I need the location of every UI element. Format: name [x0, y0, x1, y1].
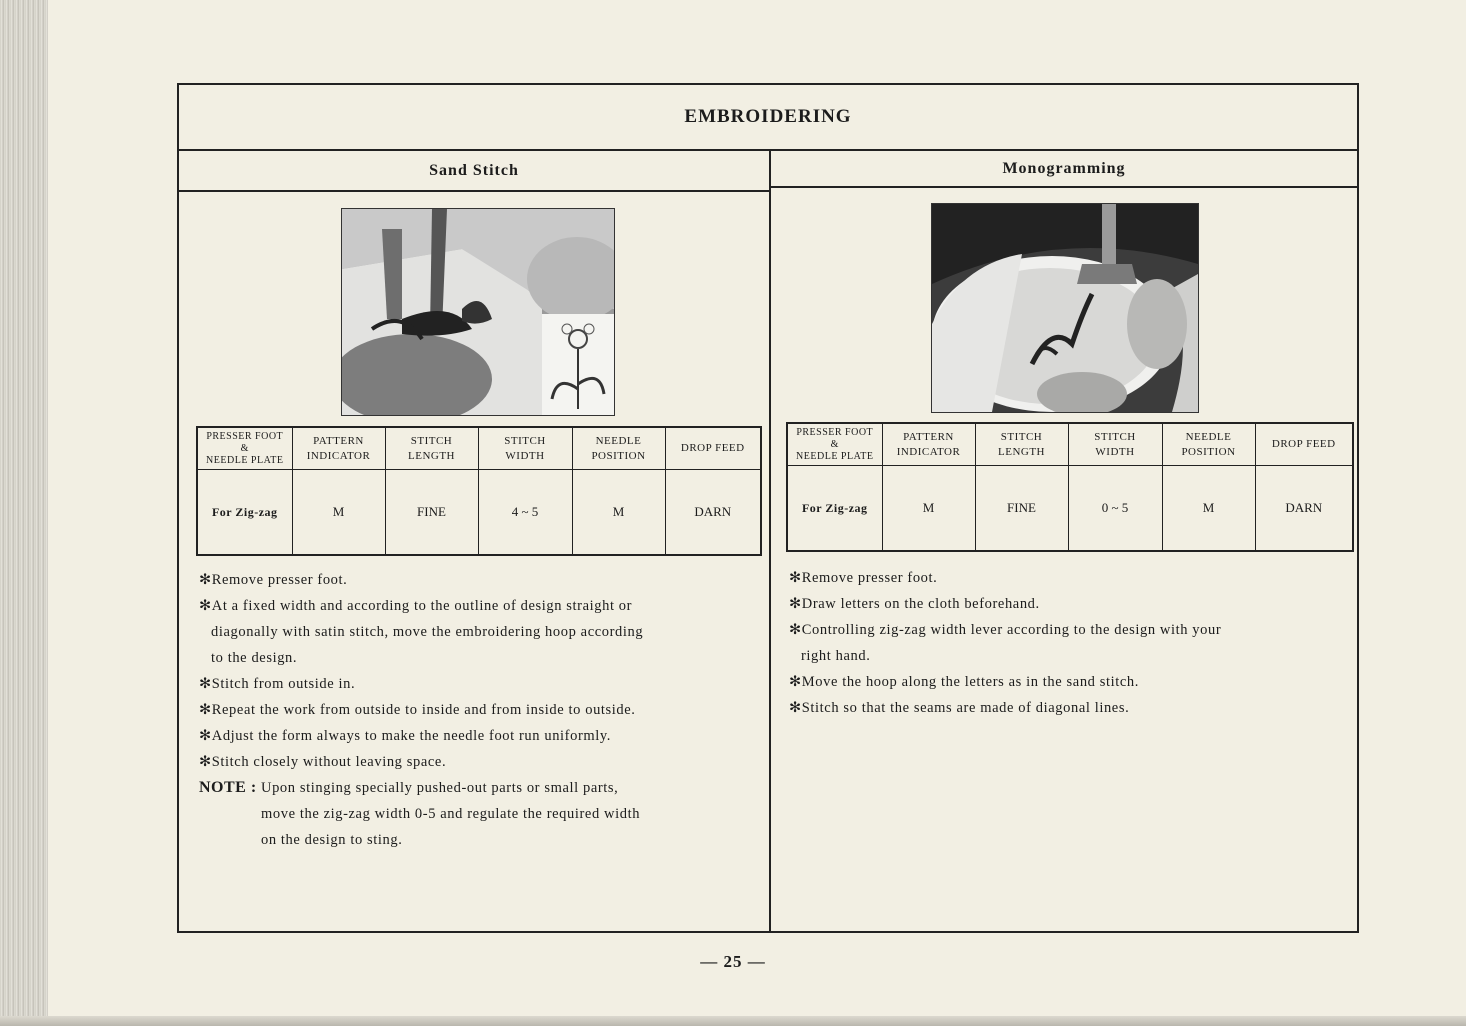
header-text: INDICATOR	[306, 449, 371, 462]
page-edge	[0, 0, 48, 1026]
table-header-row	[197, 427, 761, 470]
value-drop-feed: DARN	[1255, 466, 1353, 552]
page-title: EMBROIDERING	[179, 85, 1357, 151]
header-text: STITCH	[1000, 430, 1043, 443]
instruction-line: ✻Stitch so that the seams are made of diagonal lines.	[789, 700, 1130, 716]
header-text: NEEDLE	[595, 434, 642, 447]
monogramming-section	[771, 151, 1357, 933]
instruction-line: diagonally with satin stitch, move the embroidering hoop according	[211, 624, 644, 640]
header-presser-foot	[787, 423, 882, 466]
header-text: NEEDLE PLATE	[206, 454, 284, 466]
page-bottom-edge	[0, 1016, 1466, 1026]
instruction-line: ✻Stitch from outside in.	[199, 676, 356, 692]
header-text: PRESSER FOOT	[206, 430, 284, 442]
header-drop-feed: DROP FEED	[665, 427, 761, 470]
page-number: — 25 —	[700, 952, 766, 971]
header-text: POSITION	[591, 449, 646, 462]
sand-stitch-instructions	[199, 567, 759, 853]
header-drop-feed: DROP FEED	[1255, 423, 1353, 466]
header-text: INDICATOR	[896, 445, 961, 458]
sand-stitch-section	[179, 151, 769, 933]
value-needle-position: M	[572, 470, 665, 556]
header-text: POSITION	[1181, 445, 1236, 458]
header-text: NEEDLE PLATE	[796, 450, 874, 462]
sand-stitch-photo	[341, 208, 615, 416]
table-row	[197, 470, 761, 556]
note-body	[261, 775, 759, 853]
instruction-line: ✻Stitch closely without leaving space.	[199, 754, 447, 770]
header-text: STITCH	[1094, 430, 1136, 443]
monogramming-instructions	[789, 565, 1345, 721]
note-block	[199, 775, 759, 853]
instruction-line: ✻Remove presser foot.	[199, 572, 348, 588]
sand-stitch-settings-table	[196, 426, 762, 556]
value-stitch-length: FINE	[385, 470, 478, 556]
instruction-line: right hand.	[801, 648, 871, 664]
instruction-line: to the design.	[211, 650, 298, 666]
note-line: move the zig-zag width 0-5 and regulate the required width	[261, 806, 641, 822]
header-stitch-width	[478, 427, 572, 470]
header-needle-position	[1162, 423, 1255, 466]
instruction-line: ✻Remove presser foot.	[789, 570, 938, 586]
value-drop-feed: DARN	[665, 470, 761, 556]
header-text: PRESSER FOOT	[796, 426, 874, 438]
value-pattern-indicator: M	[292, 470, 385, 556]
instruction-line: ✻Controlling zig-zag width lever according to the design with your	[789, 622, 1222, 638]
header-text: STITCH	[410, 434, 453, 447]
value-presser-foot: For Zig-zag	[787, 466, 882, 552]
note-label: NOTE :	[199, 779, 257, 796]
instruction-line: ✻Move the hoop along the letters as in the sand stitch.	[789, 674, 1139, 690]
note-line: on the design to sting.	[261, 832, 403, 848]
header-text: STITCH	[504, 434, 546, 447]
instruction-line: ✻At a fixed width and according to the outline of design straight or	[199, 598, 633, 614]
value-pattern-indicator: M	[882, 466, 975, 552]
value-presser-foot: For Zig-zag	[197, 470, 292, 556]
header-stitch-width	[1068, 423, 1162, 466]
header-text: PATTERN	[903, 430, 954, 443]
table-header-row	[787, 423, 1353, 466]
value-needle-position: M	[1162, 466, 1255, 552]
header-text: PATTERN	[313, 434, 364, 447]
header-text: WIDTH	[1095, 445, 1135, 458]
header-pattern-indicator	[292, 427, 385, 470]
header-stitch-length	[385, 427, 478, 470]
value-stitch-length: FINE	[975, 466, 1068, 552]
monogramming-title: Monogramming	[771, 151, 1357, 188]
value-stitch-width: 0 ~ 5	[1068, 466, 1162, 552]
header-text: WIDTH	[505, 449, 545, 462]
monogramming-photo	[931, 203, 1199, 413]
header-text: &	[240, 442, 249, 454]
note-line: Upon stinging specially pushed-out parts or small parts,	[261, 780, 619, 796]
header-text: NEEDLE	[1185, 430, 1232, 443]
header-text: &	[830, 438, 839, 450]
value-stitch-width: 4 ~ 5	[478, 470, 572, 556]
sand-stitch-title: Sand Stitch	[179, 151, 769, 192]
monogramming-settings-table	[786, 422, 1354, 552]
instruction-line: ✻Repeat the work from outside to inside and from inside to outside.	[199, 702, 636, 718]
header-presser-foot	[197, 427, 292, 470]
header-text: LENGTH	[408, 449, 455, 462]
instruction-line: ✻Adjust the form always to make the needle foot run uniformly.	[199, 728, 612, 744]
table-row	[787, 466, 1353, 552]
header-needle-position	[572, 427, 665, 470]
header-pattern-indicator	[882, 423, 975, 466]
instruction-line: ✻Draw letters on the cloth beforehand.	[789, 596, 1040, 612]
header-text: LENGTH	[998, 445, 1045, 458]
content-frame	[177, 83, 1359, 933]
header-stitch-length	[975, 423, 1068, 466]
